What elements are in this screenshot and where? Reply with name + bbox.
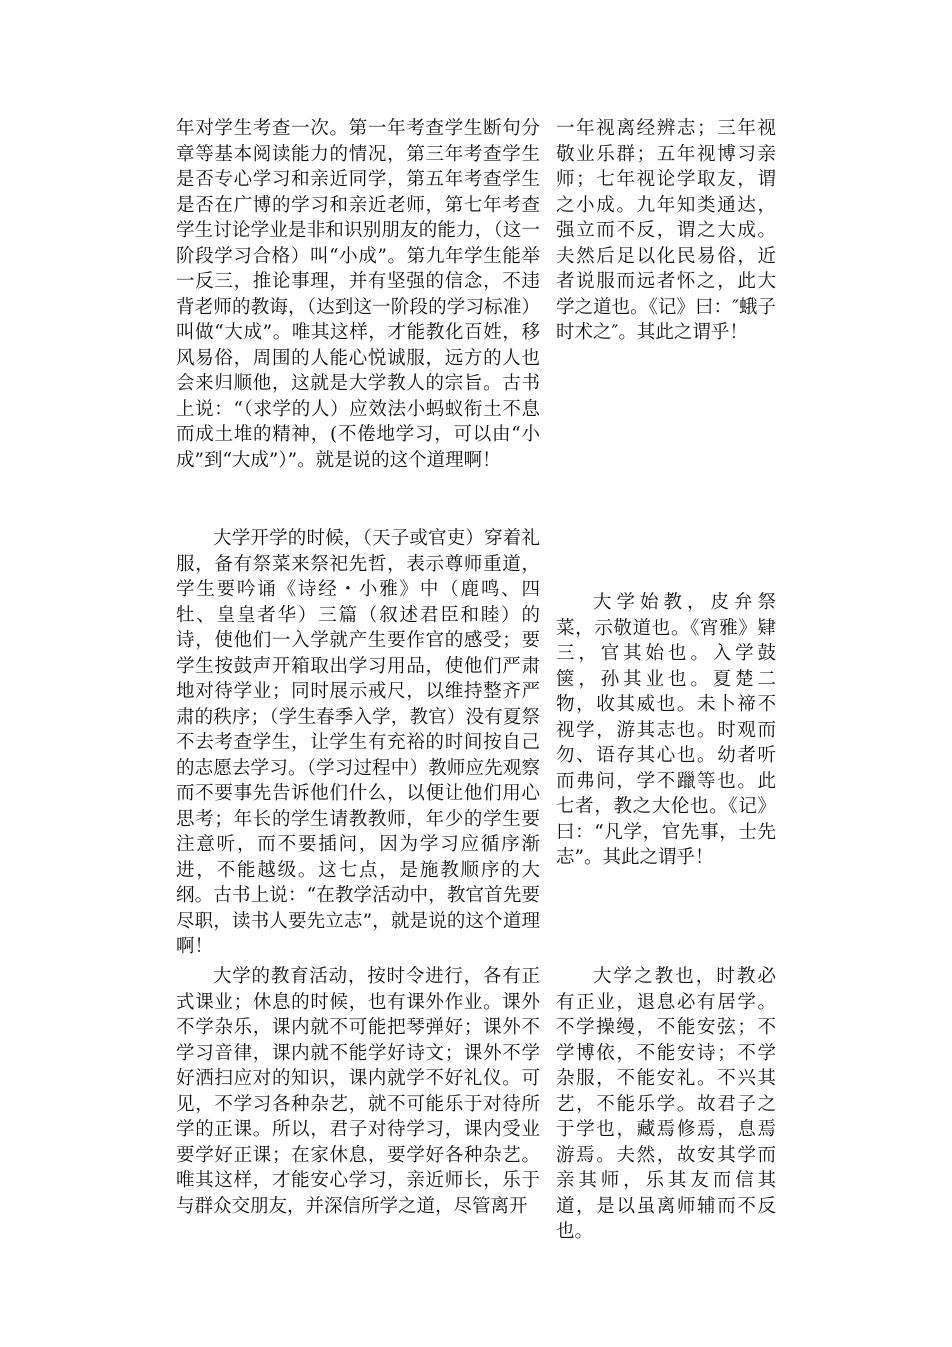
translation-paragraph-3: 大学的教育活动，按时令进行，各有正式课业；休息的时候，也有课外作业。课外不学杂乐，课内就不可能把琴弹好；课外不学习音律，课内就不能学好诗文；课外不学好洒扫应对的知识，课内就学不好礼仪。可见，不学习各种杂艺，就不可能乐于对待所学的正课。所以，君子对待学习，课内受业要学好正课；在家休息，要学好各种杂艺。唯其这样，才能安心学习，亲近师长，乐于与群众交朋友，并深信所学之道，尽管离开: [176, 966, 540, 1217]
original-paragraph-1: 一年视离经辨志；三年视敬业乐群；五年视博习亲师；七年视论学取友，谓之小成。九年知类通达，强立而不反，谓之大成。夫然后足以化民易俗，近者说服而远者怀之，此大学之道也。《记》曰：″蛾子时术之″。其此之谓乎！: [556, 118, 776, 343]
original-paragraph-3: 大学之教也，时教必有正业，退息必有居学。不学操缦，不能安弦；不学博依，不能安诗；不学杂服，不能安礼。不兴其艺，不能乐学。故君子之于学也，藏焉修焉，息焉游焉。夫然，故安其学而亲其师，乐其友而信其道，是以虽离师辅而不反也。: [556, 966, 776, 1242]
translation-paragraph-2: 大学开学的时候，（天子或官吏）穿着礼服，备有祭菜来祭祀先哲，表示尊师重道，学生要吟诵《诗经・小雅》中（鹿鸣、四牡、皇皇者华）三篇（叙述君臣和睦）的诗，使他们一入学就产生要作官的感受；要学生按鼓声开箱取出学习用品，使他们严肃地对待学业；同时展示戒尺，以维持整齐严肃的秩序；（学生春季入学，教官）没有夏祭不去考查学生，让学生有充裕的时间按自己的志愿去学习。（学习过程中）教师应先观察而不要事先告诉他们什么，以便让他们用心思考；年长的学生请教教师，年少的学生要注意听，而不要插问，因为学习应循序渐进，不能越级。这七点，是施教顺序的大纲。古书上说：“在教学活动中，教官首先要尽职，读书人要先立志”，就是说的这个道理啊！: [176, 528, 540, 957]
translation-paragraph-1: 年对学生考查一次。第一年考查学生断句分章等基本阅读能力的情况，第三年考查学生是否专心学习和亲近同学，第五年考查学生是否在广博的学习和亲近老师，第七年考查学生讨论学业是非和识别朋友的能力，（这一阶段学习合格）叫“小成”。第九年学生能举一反三，推论事理，并有坚强的信念，不违背老师的教诲，（达到这一阶段的学习标准）叫做“大成”。唯其这样，才能教化百姓，移风易俗，周围的人能心悦诚服，远方的人也会来归顺他，这就是大学教人的宗旨。古书上说：“（求学的人）应效法小蚂蚁衔土不息而成土堆的精神，(不倦地学习，可以由“小成”到“大成”）”。就是说的这个道理啊！: [176, 118, 540, 471]
original-paragraph-2: 大学始教，皮弁祭菜，示敬道也。《宵雅》肄三，官其始也。入学鼓箧，孙其业也。夏楚二物，收其威也。未卜禘不视学，游其志也。时观而勿、语存其心也。幼者听而弗问，学不躐等也。此七者，教之大伦也。《记》曰：“凡学，官先事，士先志”。其此之谓乎！: [556, 592, 776, 868]
